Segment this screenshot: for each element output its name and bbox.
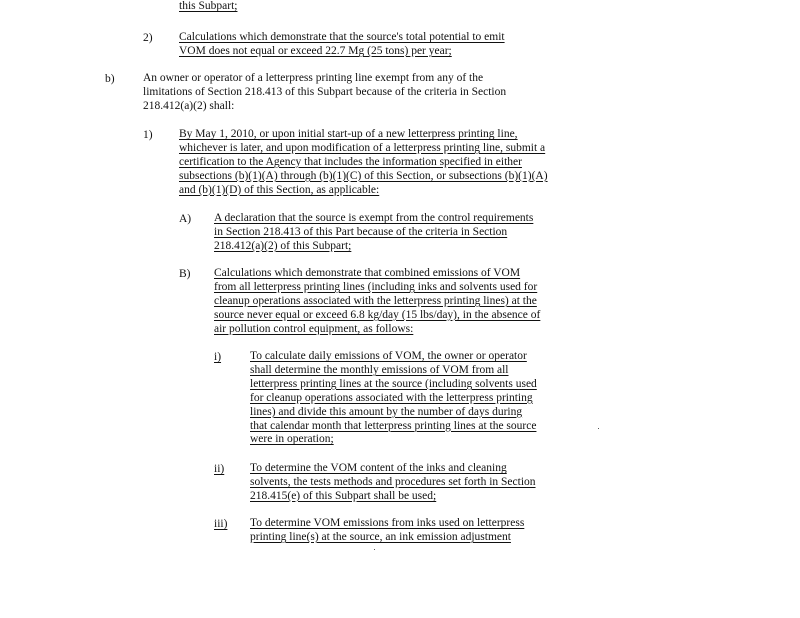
item-ii-text: To determine the VOM content of the inks and cleaning solvents, the tests methods and procedures set forth in Section 218.415(e) of this Subpart shall be used; bbox=[250, 462, 536, 502]
item-b1-text: By May 1, 2010, or upon initial start-up of a new letterpress printing line, whichever is later, and upon modification of a letterpress printing line, submit a certification to the Agency that includes the information specified in either subsections (b)(1)(A) through (b)(1)(C) of this Section, or subsections (b)(1)(A) and (b)(1)(D) of this Section, as applicable: bbox=[179, 128, 548, 196]
item-A-text: A declaration that the source is exempt from the control requirements in Section 218.413 of this Part because of the criteria in Section 218.412(a)(2) of this Subpart; bbox=[214, 212, 534, 252]
item-ii-label: ii) bbox=[214, 463, 225, 475]
scan-speck bbox=[598, 428, 599, 429]
scan-speck bbox=[374, 549, 375, 550]
item-B-text: Calculations which demonstrate that combined emissions of VOM from all letterpress printing lines (including inks and solvents used for cleanup operations associated with the letterpress printing lines) at the source never equal or exceed 6.8 kg/day (15 lbs/day), in the absence of air pollution control equipment, as follows: bbox=[214, 267, 541, 335]
item-b1-label: 1) bbox=[143, 129, 153, 141]
item-i-label: i) bbox=[214, 351, 222, 363]
fragment-top-text: this Subpart; bbox=[179, 0, 238, 12]
item-b-label: b) bbox=[105, 73, 115, 85]
item-iii-text: To determine VOM emissions from inks used on letterpress printing line(s) at the source, an ink emission adjustment bbox=[250, 517, 525, 543]
item-B-label: B) bbox=[179, 268, 191, 280]
item-iii-label: iii) bbox=[214, 518, 228, 530]
item-i-text: To calculate daily emissions of VOM, the owner or operator shall determine the monthly emissions of VOM from all letterpress printing lines at the source (including solvents used for cleanup operations associated with the letterpress printing lines) and divide this amount by the number of days during that calendar month that letterpress printing lines at the source were in operation; bbox=[250, 350, 537, 446]
item-2-label: 2) bbox=[143, 32, 153, 44]
item-b-text: An owner or operator of a letterpress printing line exempt from any of the limitations of Section 218.413 of this Subpart because of the criteria in Section 218.412(a)(2) shall: bbox=[143, 72, 507, 112]
item-2-text: Calculations which demonstrate that the source's total potential to emit VOM does not equal or exceed 22.7 Mg (25 tons) per year; bbox=[179, 31, 505, 57]
item-A-label: A) bbox=[179, 213, 192, 225]
